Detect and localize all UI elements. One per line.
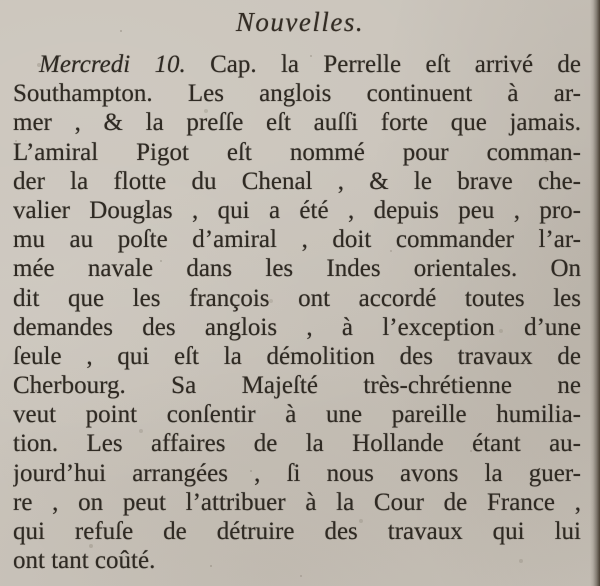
text-line: jourd’hui arrangées , ſi nous avons la guer- xyxy=(13,459,581,487)
section-title: Nouvelles. xyxy=(235,7,365,37)
text-line: demandes des anglois , à l’exception d’une xyxy=(13,313,581,341)
text-line-rest: Cap. la Perrelle eſt arrivé de xyxy=(210,51,581,78)
text-line: dit que les françois ont accordé toutes les xyxy=(13,284,581,312)
text-line: veut point conſentir à une pareille humilia- xyxy=(13,401,581,429)
text-line: Cherbourg. Sa Majeſté très-chrétienne ne xyxy=(13,372,581,400)
text-line: mée navale dans les Indes orientales. On xyxy=(13,255,581,283)
text-line: qui refuſe de détruire des travaux qui lui xyxy=(13,518,581,545)
text-line: Southampton. Les anglois continuent à ar- xyxy=(13,80,581,108)
text-line: re , on peut l’attribuer à la Cour de France , xyxy=(13,488,581,516)
article-body xyxy=(13,50,581,575)
text-line: tion. Les affaires de la Hollande étant au- xyxy=(13,430,581,458)
text-line: ſeule , qui eſt la démolition des travaux de xyxy=(13,342,581,370)
text-line: L’amiral Pigot eſt nommé pour comman- xyxy=(13,138,581,166)
text-line: valier Douglas , qui a été , depuis peu , pro- xyxy=(13,196,581,224)
scan-edge-shadow xyxy=(590,0,600,586)
text-line: der la flotte du Chenal , & le brave che- xyxy=(13,167,581,195)
text-line: ont tant coûté. xyxy=(13,547,156,575)
text-line: mu au poſte d’amiral , doit commander l’ar- xyxy=(13,226,581,254)
text-line: mer , & la preſſe eſt auſſi forte que jamais. xyxy=(13,109,581,137)
paper-foxing-speckles xyxy=(0,0,2,2)
text-line xyxy=(13,50,581,79)
dateline: Mercredi 10. xyxy=(39,51,186,78)
